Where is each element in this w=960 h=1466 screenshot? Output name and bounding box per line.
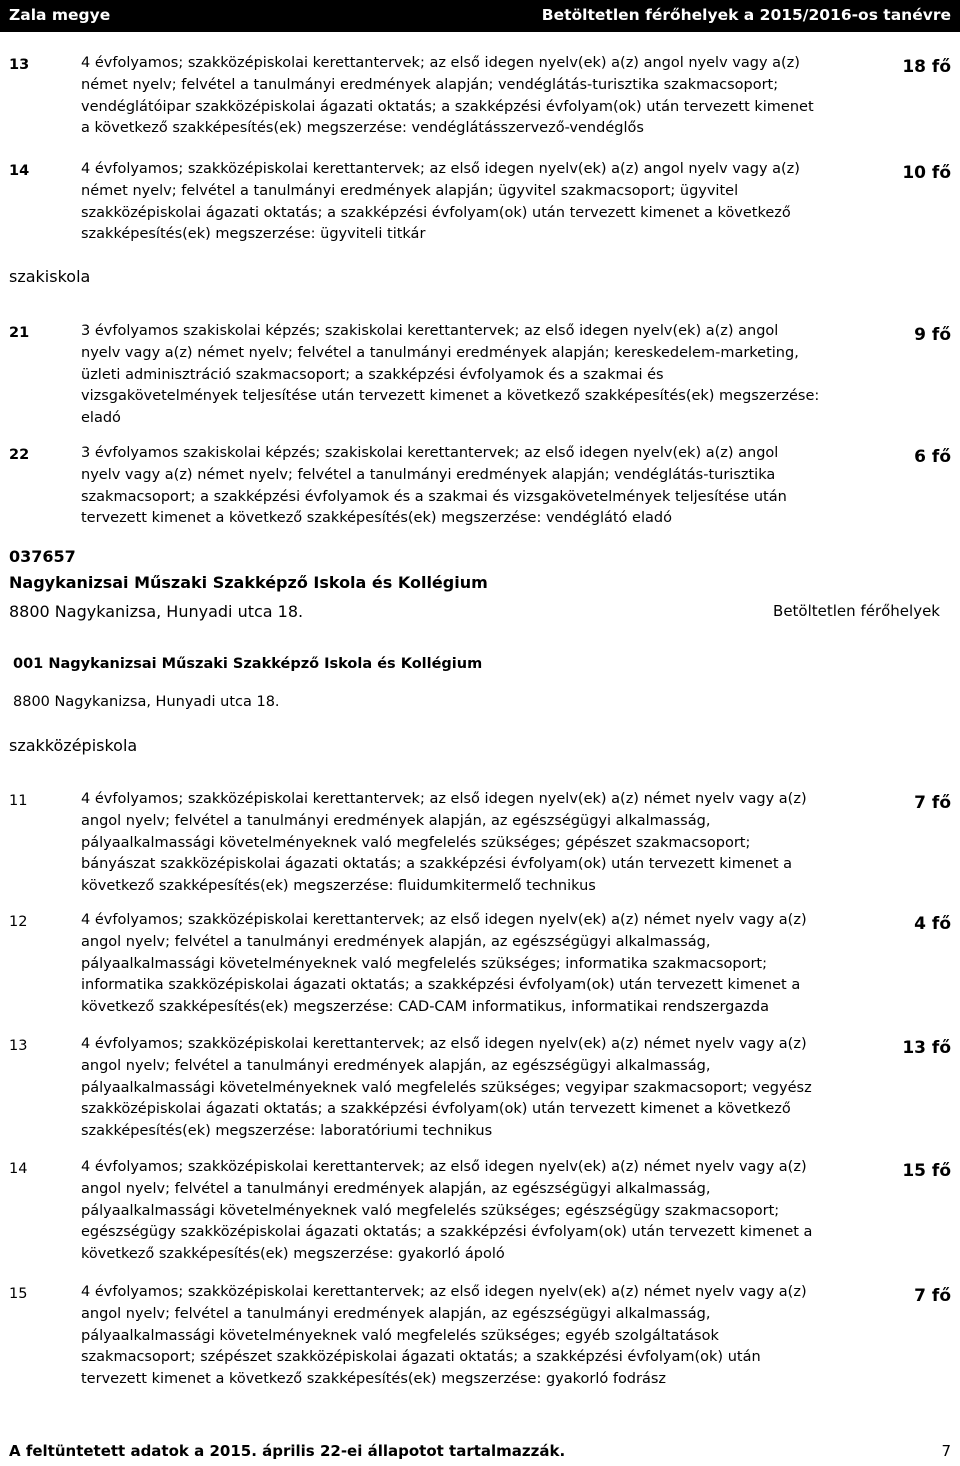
- row-description: 3 évfolyamos szakiskolai képzés; szakiskolai kerettantervek; az első idegen nyelv(ek) a(z) angol nyelv vagy a(z) német nyelv; felvétel a tanulmányi eredmények alapján; vendéglátás-turisztika szakmacsoport; a szakképzési évfolyamok és a szakmai és vizsgakövetelmények teljesítése után tervezett kimenet a következő szakképesítés(ek) megszerzése: vendéglátó eladó: [81, 445, 787, 527]
- site-title: 001 Nagykanizsai Műszaki Szakképző Iskola és Kollégium: [13, 656, 483, 672]
- page-number: 7: [941, 1442, 951, 1460]
- row-description: 4 évfolyamos; szakközépiskolai kerettantervek; az első idegen nyelv(ek) a(z) angol nyelv vagy a(z) német nyelv; felvétel a tanulmányi eredmények alapján; vendéglátás-turisztika szakmacsoport; vendéglátóipar szakközépiskolai ágazati oktatás; a szakképzési évfolyam(ok) után tervezett kimenet a következő szakképesítés(ek) megszerzése: vendéglátásszervező-vendéglős: [81, 55, 814, 137]
- section-heading-szakiskola: szakiskola: [9, 267, 91, 286]
- row-description: 4 évfolyamos; szakközépiskolai kerettantervek; az első idegen nyelv(ek) a(z) német nyelv vagy a(z) angol nyelv; felvétel a tanulmányi eredmények alapján, az egészségügyi alkalmasság, pályaalkalmassági követelményeknek való megfelelés szükséges; vegyipar szakmacsoport; vegyész szakközépiskolai ágazati oktatás; a szakképzési évfolyam(ok) után tervezett kimenet a következő szakképesítés(ek) megszerzése: laboratóriumi technikus: [81, 1036, 812, 1140]
- school-address: 8800 Nagykanizsa, Hunyadi utca 18.: [9, 602, 304, 621]
- footer-note: A feltüntetett adatok a 2015. április 22-ei állapotot tartalmazzák.: [9, 1442, 566, 1460]
- row-count: 15 fő: [902, 1161, 951, 1181]
- row-description: 4 évfolyamos; szakközépiskolai kerettantervek; az első idegen nyelv(ek) a(z) német nyelv vagy a(z) angol nyelv; felvétel a tanulmányi eredmények alapján, az egészségügyi alkalmasság, pályaalkalmassági követelményeknek való megfelelés szükséges; egészségügy szakmacsoport; egészségügy szakközépiskolai ágazati oktatás; a szakképzési évfolyam(ok) után tervezett kimenet a következő szakképesítés(ek) megszerzése: gyakorló ápoló: [81, 1159, 813, 1263]
- row-number: 22: [9, 447, 30, 463]
- row-number: 15: [9, 1286, 28, 1302]
- row-count: 9 fő: [914, 325, 951, 345]
- row-count: 7 fő: [914, 1286, 951, 1306]
- row-description: 4 évfolyamos; szakközépiskolai kerettantervek; az első idegen nyelv(ek) a(z) német nyelv vagy a(z) angol nyelv; felvétel a tanulmányi eredmények alapján, az egészségügyi alkalmasság, pályaalkalmassági követelményeknek való megfelelés szükséges; gépészet szakmacsoport; bányászat szakközépiskolai ágazati oktatás; a szakképzési évfolyam(ok) után tervezett kimenet a következő szakképesítés(ek) megszerzése: fluidumkitermelő technikus: [81, 791, 807, 895]
- row-description: 3 évfolyamos szakiskolai képzés; szakiskolai kerettantervek; az első idegen nyelv(ek) a(z) angol nyelv vagy a(z) német nyelv; felvétel a tanulmányi eredmények alapján; kereskedelem-marketing, üzleti adminisztráció szakmacsoport; a szakképzési évfolyamok és a szakmai és vizsgakövetelmények teljesítése után tervezett kimenet a következő szakképesítés(ek) megszerzése: eladó: [81, 323, 820, 427]
- section-heading-szakkozepiskola: szakközépiskola: [9, 736, 138, 755]
- row-number: 14: [9, 163, 30, 179]
- row-count: 18 fő: [902, 57, 951, 77]
- row-count: 6 fő: [914, 447, 951, 467]
- row-number: 13: [9, 57, 30, 73]
- header-title: Betöltetlen férőhelyek a 2015/2016-os tanévre: [541, 6, 951, 24]
- row-number: 13: [9, 1038, 28, 1054]
- row-number: 12: [9, 914, 28, 930]
- row-description: 4 évfolyamos; szakközépiskolai kerettantervek; az első idegen nyelv(ek) a(z) német nyelv vagy a(z) angol nyelv; felvétel a tanulmányi eredmények alapján, az egészségügyi alkalmasság, pályaalkalmassági követelményeknek való megfelelés szükséges; informatika szakmacsoport; informatika szakközépiskolai ágazati oktatás; a szakképzési évfolyam(ok) után tervezett kimenet a következő szakképesítés(ek) megszerzése: CAD-CAM informatikus, informatikai rendszergazda: [81, 912, 807, 1016]
- row-count: 7 fő: [914, 793, 951, 813]
- site-address: 8800 Nagykanizsa, Hunyadi utca 18.: [13, 694, 280, 710]
- row-count: 4 fő: [914, 914, 951, 934]
- row-number: 14: [9, 1161, 28, 1177]
- row-number: 11: [9, 793, 28, 809]
- row-count: 13 fő: [902, 1038, 951, 1058]
- page-header: [0, 0, 960, 32]
- row-description: 4 évfolyamos; szakközépiskolai kerettantervek; az első idegen nyelv(ek) a(z) német nyelv vagy a(z) angol nyelv; felvétel a tanulmányi eredmények alapján, az egészségügyi alkalmasság, pályaalkalmassági követelményeknek való megfelelés szükséges; egyéb szolgáltatások szakmacsoport; szépészet szakközépiskolai ágazati oktatás; a szakképzési évfolyam(ok) után tervezett kimenet a következő szakképesítés(ek) megszerzése: gyakorló fodrász: [81, 1284, 807, 1388]
- school-id: 037657: [9, 547, 76, 566]
- row-description: 4 évfolyamos; szakközépiskolai kerettantervek; az első idegen nyelv(ek) a(z) angol nyelv vagy a(z) német nyelv; felvétel a tanulmányi eredmények alapján; ügyvitel szakmacsoport; ügyvitel szakközépiskolai ágazati oktatás; a szakképzési évfolyam(ok) után tervezett kimenet a következő szakképesítés(ek) megszerzése: ügyviteli titkár: [81, 161, 800, 243]
- vacancy-label: Betöltetlen férőhelyek: [773, 602, 940, 620]
- county-name: Zala megye: [9, 6, 111, 24]
- row-number: 21: [9, 325, 30, 341]
- row-count: 10 fő: [902, 163, 951, 183]
- school-name: Nagykanizsai Műszaki Szakképző Iskola és Kollégium: [9, 573, 488, 592]
